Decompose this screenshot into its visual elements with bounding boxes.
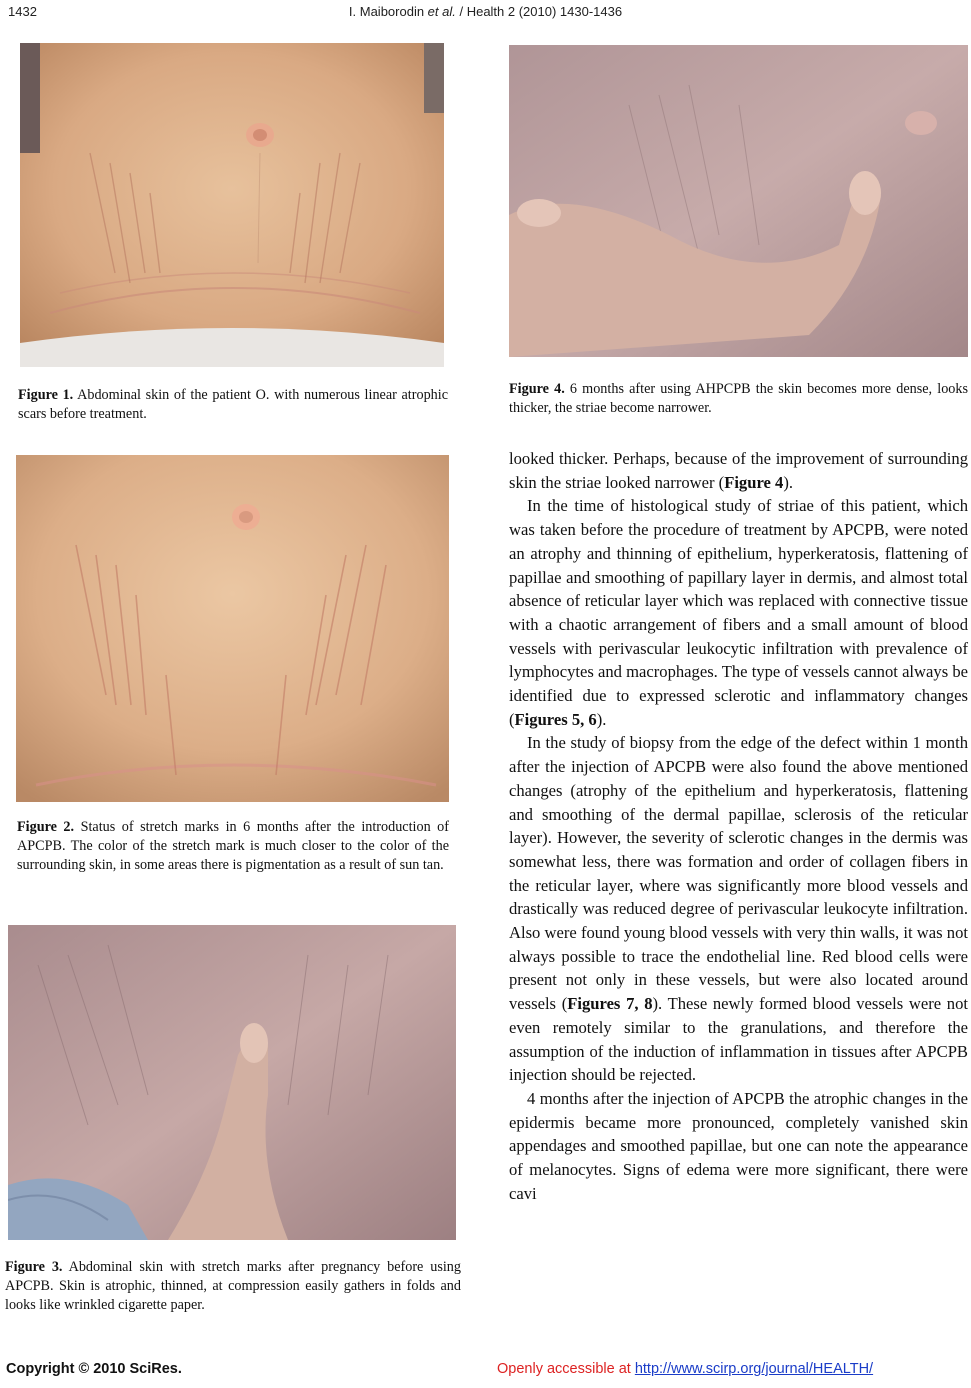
running-title: I. Maiborodin et al. / Health 2 (2010) 1430-1436: [348, 4, 623, 19]
figure-4-image: [509, 45, 968, 357]
paragraph-1: looked thicker. Perhaps, because of the improvement of surrounding skin the striae looked narrower (Figure 4).: [509, 449, 968, 492]
figure-1-image: [20, 43, 444, 367]
figure-3-image: [8, 925, 456, 1240]
paragraph-2: In the time of histological study of striae of this patient, which was taken before the procedure of treatment by APCPB, were noted an atrophy and thinning of epithelium, hyperkeratosis, flattening of papillae and smoothing of papillary layer in dermis, and almost total absence of reticular layer which was replaced with connective tissue with a chaotic arrangement of fibers and a small amount of blood vessels with perivascular leukocytic infiltration with prevalence of lymphocytes and macrophages. The type of vessels cannot always be identified due to expressed sclerotic and inflammatory changes (Figures 5, 6).: [509, 496, 968, 729]
open-access-note: Openly accessible at http://www.scirp.org/journal/HEALTH/: [497, 1361, 874, 1377]
figure-2-image: [16, 455, 449, 802]
figure-4-caption: Figure 4. 6 months after using AHPCPB the skin becomes more dense, looks thicker, the striae become narrower.: [509, 381, 968, 416]
figure-3-caption: Figure 3. Abdominal skin with stretch marks after pregnancy before using APCPB. Skin is atrophic, thinned, at compression easily gathers in folds and looks like wrinkled cigarette paper.: [5, 1259, 461, 1313]
paragraph-4: 4 months after the injection of APCPB the atrophic changes in the epidermis became more pronounced, completely vanished skin appendages and smoothed papillae, but one can note the appearance of melanocytes. Signs of edema were more significant, there were cavi: [509, 1088, 968, 1203]
paragraph-3: In the study of biopsy from the edge of the defect within 1 month after the injection of APCPB were also found the above mentioned changes (atrophy of the epithelium and hyperkeratosis, flattening and smoothing of the dermal papillae, sclerosis of the reticular layer). However, the severity of sclerotic changes in the dermis was somewhat less, there was formation and order of collagen fibers in the reticular layer, where was significantly more blood vessels and drastically was reduced degree of perivascular leukocyte infiltration. Also were found young blood vessels with very thin walls, it was not always possible to trace the endothelial line. Red blood cells were present not only in these vessels, but were also located around vessels (Figures 7, 8). These newly formed blood vessels were not even remotely similar to the granulations, and therefore the assumption of the induction of inflammation in tissues after APCPB injection should be rejected.: [509, 733, 969, 1085]
page-number: 1432: [8, 4, 37, 19]
figure-1-caption: Figure 1. Abdominal skin of the patient O. with numerous linear atrophic scars before treatment.: [18, 387, 448, 422]
copyright-notice: Copyright © 2010 SciRes.: [6, 1361, 182, 1377]
figure-2-caption: Figure 2. Status of stretch marks in 6 months after the introduction of APCPB. The color of the stretch mark is much closer to the color of the surrounding skin, in some areas there is pigmentation as a result of sun tan.: [17, 819, 449, 873]
body-text: [509, 447, 968, 1206]
journal-link[interactable]: http://www.scirp.org/journal/HEALTH/: [634, 1361, 874, 1377]
